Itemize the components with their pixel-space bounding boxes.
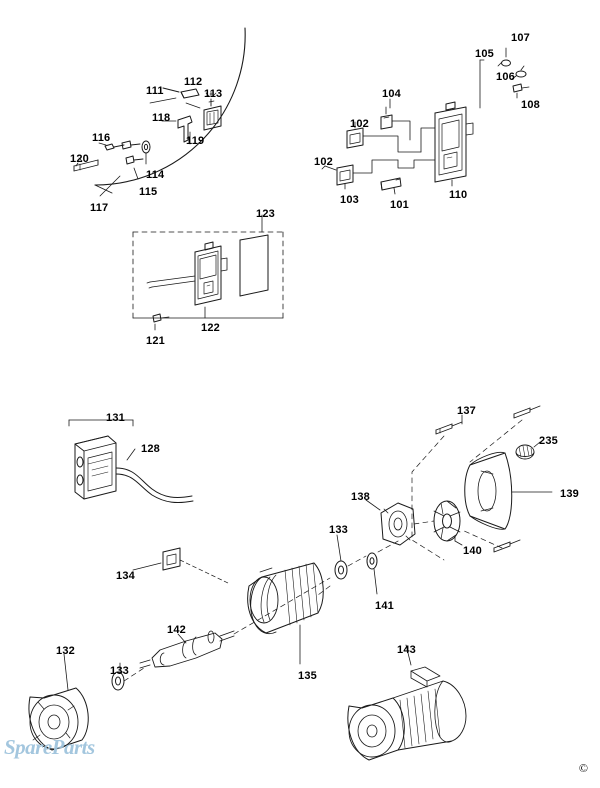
callout-102-lower: 102 [314,156,333,168]
callout-105: 105 [475,48,494,60]
callout-104: 104 [382,88,401,100]
callout-111: 111 [146,85,164,97]
callout-116: 116 [92,132,111,144]
callout-113: 113 [204,88,223,100]
callout-137: 137 [457,405,476,417]
callout-112: 112 [184,76,203,88]
callout-135: 135 [298,670,317,682]
callout-132: 132 [56,645,75,657]
callout-102-upper: 102 [350,118,369,130]
callout-120: 120 [70,153,89,165]
callout-142: 142 [167,624,186,636]
callout-140: 140 [463,545,482,557]
callout-103: 103 [340,194,359,206]
callout-121: 121 [146,335,165,347]
callout-138: 138 [351,491,370,503]
callout-122: 122 [201,322,220,334]
callout-115: 115 [139,186,158,198]
callout-110: 110 [449,189,468,201]
callout-123: 123 [256,208,275,220]
callout-143: 143 [397,644,416,656]
watermark-text: SpareParts [4,735,95,759]
callout-141: 141 [375,600,394,612]
callout-118: 118 [152,112,171,124]
callout-119: 119 [186,135,205,147]
callout-133-right: 133 [329,524,348,536]
callout-134: 134 [116,570,135,582]
callout-128: 128 [141,443,160,455]
copyright-symbol: © [578,761,588,775]
callout-106: 106 [496,71,515,83]
callout-235: 235 [539,435,558,447]
callout-101: 101 [390,199,409,211]
callout-133-left: 133 [110,665,129,677]
callout-117: 117 [90,202,109,214]
callout-131: 131 [106,412,125,424]
callout-107: 107 [511,32,530,44]
callout-139: 139 [560,488,579,500]
callout-114: 114 [146,169,165,181]
callout-108: 108 [521,99,540,111]
